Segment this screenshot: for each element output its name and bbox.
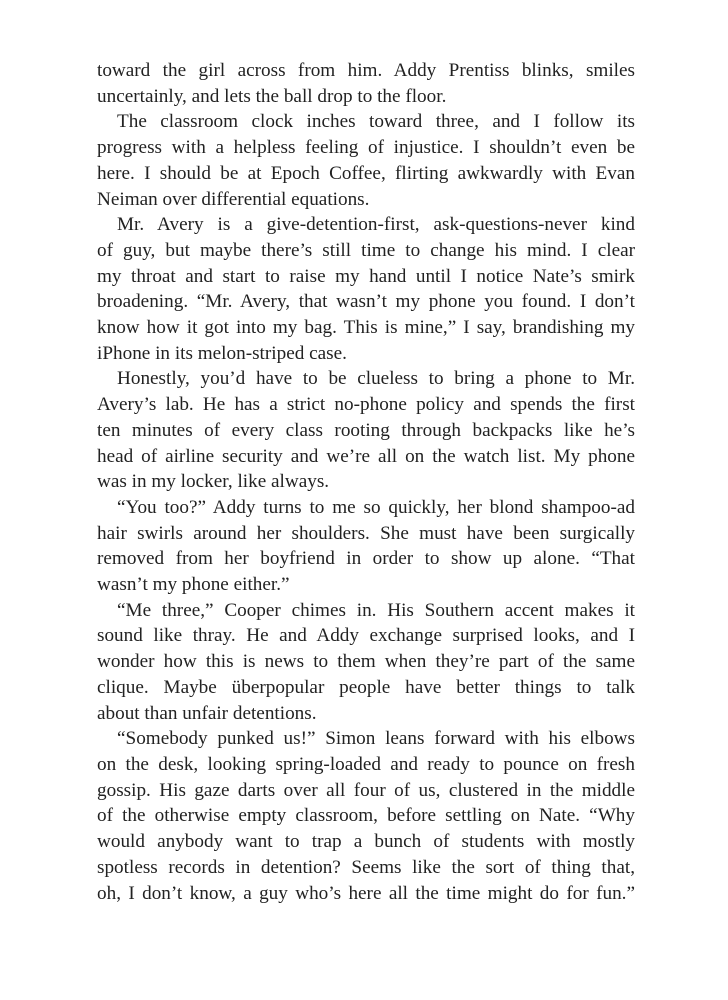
text-line: of guy, but maybe there’s still time to change his mind. I clear [97, 239, 635, 261]
text-line: Avery’s lab. He has a strict no-phone policy and spends the first [97, 394, 635, 416]
text-line: about than unfair detentions. [97, 702, 317, 724]
text-line: would anybody want to trap a bunch of students with mostly [97, 831, 635, 853]
text-line: progress with a helpless feeling of injustice. I shouldn’t even be [97, 137, 635, 159]
text-line: “Me three,” Cooper chimes in. His Southern accent makes it [117, 599, 635, 621]
text-line: removed from her boyfriend in order to show up alone. “That [97, 548, 635, 570]
text-line: toward the girl across from him. Addy Prentiss blinks, smiles [97, 60, 635, 81]
book-page-body [97, 58, 635, 906]
text-line: ten minutes of every class rooting through backpacks like he’s [97, 419, 635, 441]
text-line: was in my locker, like always. [97, 471, 330, 493]
text-line: uncertainly, and lets the ball drop to the floor. [97, 85, 447, 107]
text-line: here. I should be at Epoch Coffee, flirting awkwardly with Evan [97, 162, 635, 184]
text-line: gossip. His gaze darts over all four of us, clustered in the middle [97, 779, 635, 801]
text-line: “You too?” Addy turns to me so quickly, her blond shampoo-ad [117, 496, 635, 518]
text-line: wasn’t my phone either.” [97, 574, 290, 596]
text-line: iPhone in its melon-striped case. [97, 342, 347, 364]
text-line: my throat and start to raise my hand until I notice Nate’s smirk [97, 265, 635, 287]
text-line: oh, I don’t know, a guy who’s here all the time might do for fun.” [97, 882, 635, 904]
text-line: head of airline security and we’re all on the watch list. My phone [97, 445, 635, 467]
text-line: Neiman over differential equations. [97, 188, 370, 210]
text-line: Mr. Avery is a give-detention-first, ask-questions-never kind [117, 214, 635, 236]
text-line: on the desk, looking spring-loaded and ready to pounce on fresh [97, 753, 635, 775]
text-line: clique. Maybe überpopular people have better things to talk [97, 676, 635, 698]
text-line: spotless records in detention? Seems like the sort of thing that, [97, 856, 635, 878]
text-line: sound like thray. He and Addy exchange surprised looks, and I [97, 625, 635, 647]
text-line: Honestly, you’d have to be clueless to bring a phone to Mr. [117, 368, 635, 390]
text-line: hair swirls around her shoulders. She must have been surgically [97, 522, 635, 544]
text-line: The classroom clock inches toward three, and I follow its [117, 111, 635, 133]
text-line: know how it got into my bag. This is mine,” I say, brandishing my [97, 317, 635, 339]
text-line: “Somebody punked us!” Simon leans forward with his elbows [117, 728, 635, 750]
text-line: broadening. “Mr. Avery, that wasn’t my phone you found. I don’t [97, 291, 635, 313]
text-line: of the otherwise empty classroom, before settling on Nate. “Why [97, 805, 635, 827]
text-line: wonder how this is news to them when they’re part of the same [97, 651, 635, 673]
